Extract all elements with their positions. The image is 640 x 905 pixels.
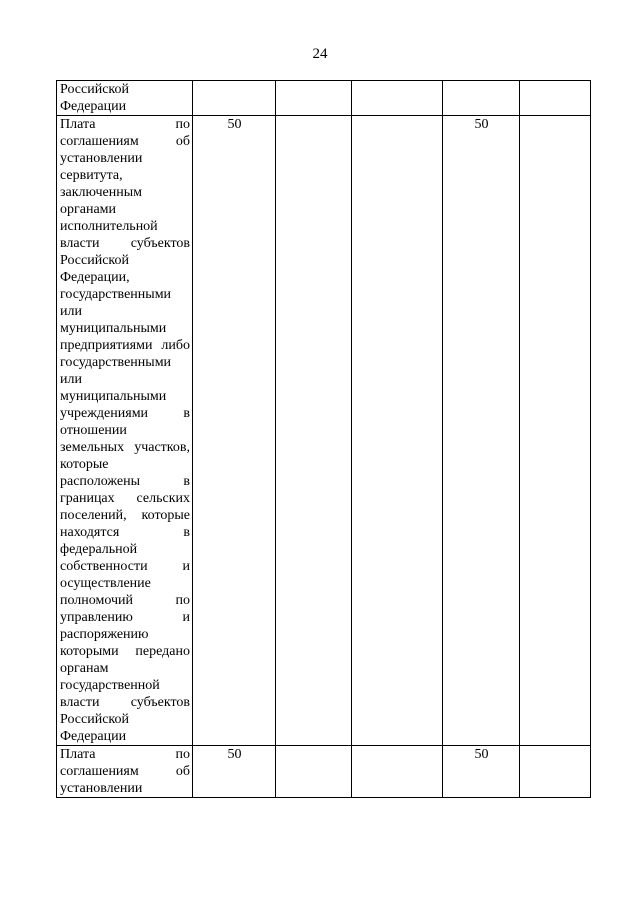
- value-cell: 50: [193, 116, 276, 746]
- row-description: Российской Федерации: [57, 81, 193, 116]
- value-cell: [443, 81, 520, 116]
- value-cell: [352, 116, 443, 746]
- row-description: Плата по соглашениям об установлении сервитута, заключенным органами исполнительной власти субъектов Российской Федерации, государственными или муниципальными предприятиями либо государственными или муниципальными учреждениями в отношении земельных участков, которые расположены в границах сельских поселений, которые находятся в федеральной собственности и осуществление полномочий по управлению и распоряжению которыми передано органам государственной власти субъектов Российской Федерации: [57, 116, 193, 746]
- value-cell: [520, 116, 591, 746]
- value-cell: [276, 116, 352, 746]
- budget-table: [56, 80, 591, 798]
- value-cell: 50: [193, 746, 276, 798]
- value-cell: [352, 81, 443, 116]
- value-cell: 50: [443, 746, 520, 798]
- value-cell: 50: [443, 116, 520, 746]
- page-number: 24: [312, 46, 328, 62]
- table-row: [57, 746, 591, 798]
- table-row: [57, 116, 591, 746]
- row-description: Плата по соглашениям об установлении: [57, 746, 193, 798]
- value-cell: [193, 81, 276, 116]
- table-row: [57, 81, 591, 116]
- value-cell: [520, 746, 591, 798]
- value-cell: [276, 81, 352, 116]
- value-cell: [276, 746, 352, 798]
- value-cell: [352, 746, 443, 798]
- value-cell: [520, 81, 591, 116]
